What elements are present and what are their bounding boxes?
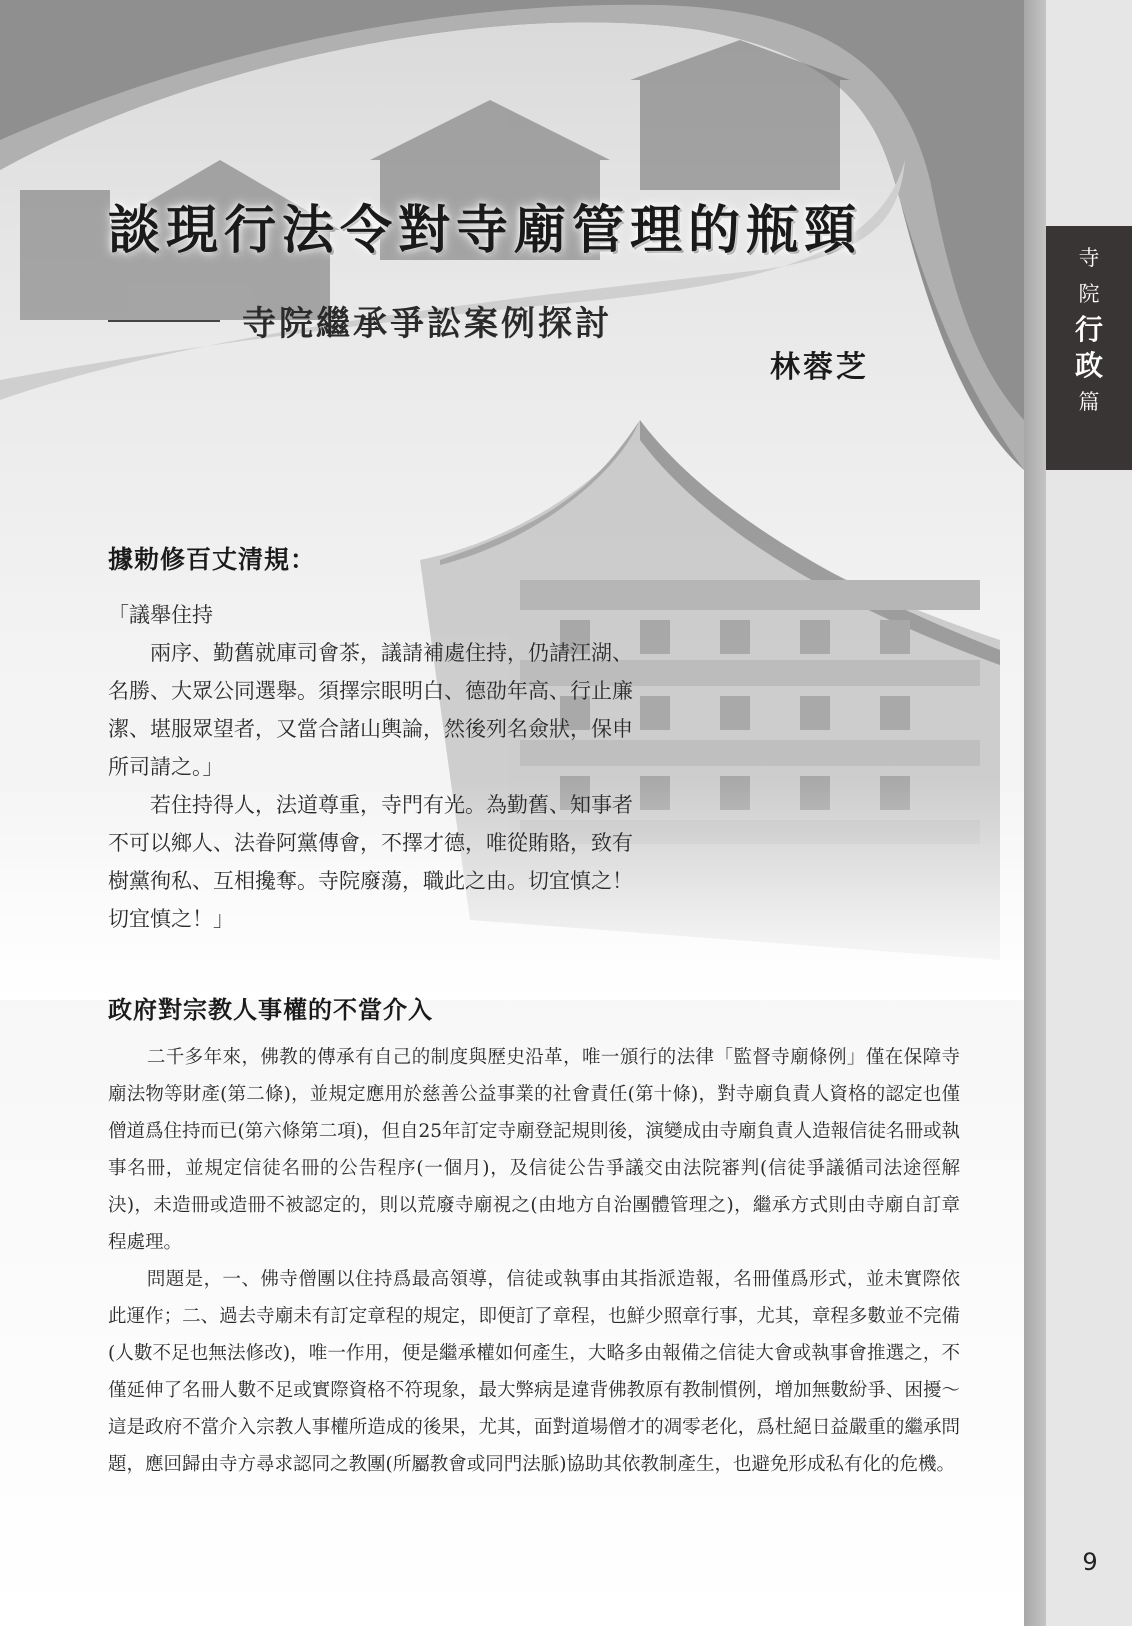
quote-line: 不可以鄉人、法眷阿黨傳會，不擇才德，唯從賄賂，致有 (108, 831, 633, 855)
section-tab (1046, 226, 1132, 470)
section-tab-char: 政 (1074, 349, 1103, 382)
section-quote (108, 540, 738, 938)
quote-line: 兩序、勤舊就庫司會茶，議請補處住持，仍請江湖、 (150, 641, 633, 665)
section-government (108, 990, 960, 1483)
quote-line: 所司請之。」 (108, 755, 224, 779)
subtitle-dash (108, 320, 220, 322)
side-strip (1024, 0, 1046, 1626)
article-title: 談現行法令對寺廟管理的瓶頸 (108, 200, 863, 261)
quote-block (108, 596, 738, 938)
section-tab-char: 寺 (1078, 246, 1100, 270)
body-text (108, 1039, 960, 1483)
quote-line: 切宜慎之！」 (108, 907, 234, 931)
section-heading: 據勅修百丈清規： (108, 545, 317, 574)
page-number: 9 (1082, 1548, 1098, 1576)
author-name: 林蓉芝 (770, 350, 869, 385)
paragraph: 問題是，一、佛寺僧團以住持爲最高領導，信徒或執事由其指派造報，名冊僅爲形式，並未實際依此運作；二、過去寺廟未有訂定章程的規定，即便訂了章程，也鮮少照章行事，尤其，章程多數並不完備(人數不足也無法修改)，唯一作用，便是繼承權如何產生，大略多由報備之信徒大會或執事會推選之，不僅延伸了名冊人數不足或實際資格不符現象，最大弊病是違背佛教原有教制慣例，增加無數紛爭、困擾～這是政府不當介入宗教人事權所造成的後果，尤其，面對道場僧才的凋零老化，爲杜絕日益嚴重的繼承問題，應回歸由寺方尋求認同之教團(所屬教會或同門法脈)協助其依教制產生，也避免形成私有化的危機。 (108, 1269, 960, 1475)
quote-line: 「議舉住持 (108, 603, 213, 627)
section-tab-char: 院 (1078, 282, 1100, 306)
quote-line: 潔、堪服眾望者，又當合諸山輿論，然後列名僉狀，保申 (108, 717, 633, 741)
quote-line: 名勝、大眾公同選舉。須擇宗眼明白、德劭年高、行止廉 (108, 679, 633, 703)
quote-line: 樹黨徇私、互相攙奪。寺院廢蕩，職此之由。切宜慎之！ (108, 869, 633, 893)
quote-line: 若住持得人，法道尊重，寺門有光。為勤舊、知事者 (150, 793, 633, 817)
section-tab-char: 篇 (1078, 390, 1100, 414)
section-tab-char: 行 (1074, 313, 1103, 346)
article-subtitle: 寺院繼承爭訟案例探討 (242, 304, 612, 344)
paragraph: 二千多年來，佛教的傳承有自己的制度與歷史沿革，唯一頒行的法律「監督寺廟條例」僅在保障寺廟法物等財產(第二條)，並規定應用於慈善公益事業的社會責任(第十條)，對寺廟負責人資格的認定也僅僧道爲住持而已(第六條第二項)，但自25年訂定寺廟登記規則後，演變成由寺廟負責人造報信徒名冊或執事名冊，並規定信徒名冊的公告程序(一個月)，及信徒公告爭議交由法院審判(信徒爭議循司法途徑解決)，未造冊或造冊不被認定的，則以荒廢寺廟視之(由地方自治團體管理之)，繼承方式則由寺廟自訂章程處理。 (108, 1047, 960, 1253)
section-heading: 政府對宗教人事權的不當介入 (108, 995, 433, 1024)
